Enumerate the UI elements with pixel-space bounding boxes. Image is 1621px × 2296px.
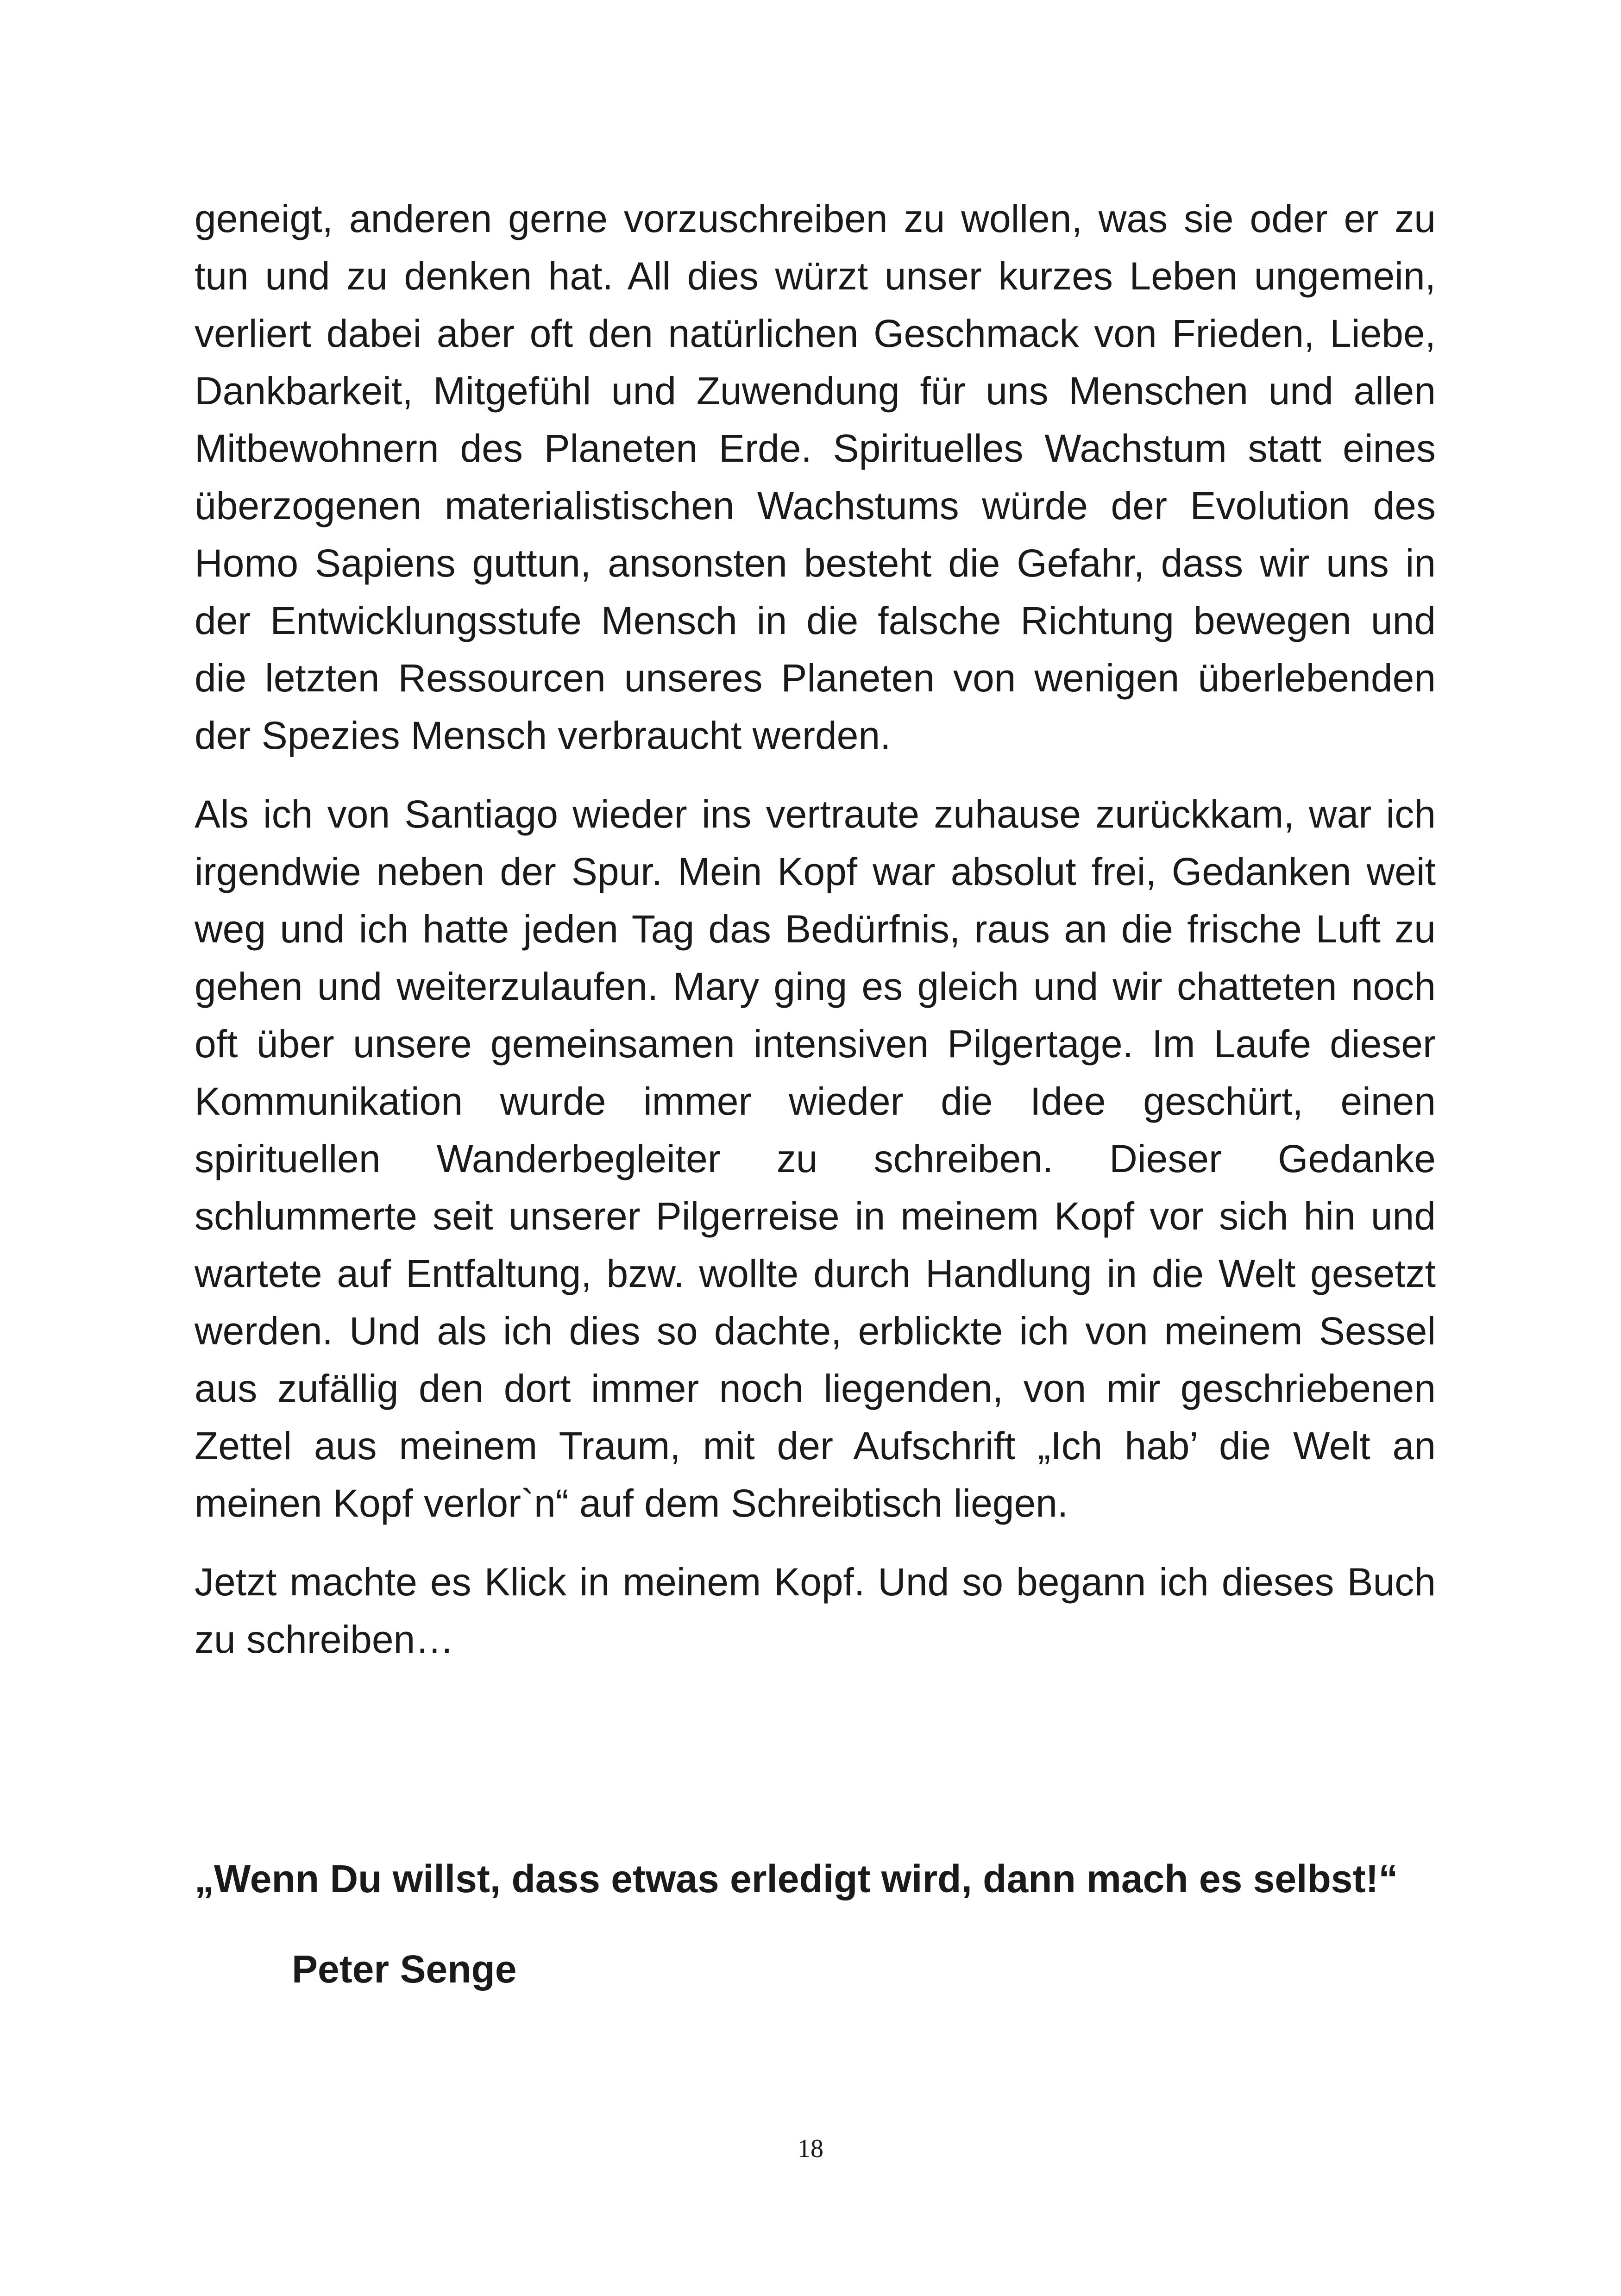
text-line: gehen und weiterzulaufen. Mary ging es gleich und wir chatteten noch xyxy=(195,965,1436,1008)
text-line: Dankbarkeit, Mitgefühl und Zuwendung für uns Menschen und allen xyxy=(195,369,1436,413)
text-line: aus zufällig den dort immer noch liegenden, von mir geschriebenen xyxy=(195,1367,1436,1410)
text-line: der Spezies Mensch verbraucht werden. xyxy=(195,714,891,757)
paragraph-2 xyxy=(195,785,1436,1532)
quote-text: „Wenn Du willst, dass etwas erledigt wird, dann mach es selbst!“ xyxy=(195,1857,1398,1901)
text-line: schlummerte seit unserer Pilgerreise in meinem Kopf vor sich hin und xyxy=(195,1194,1436,1238)
text-line: meinen Kopf verlor`n“ auf dem Schreibtisch liegen. xyxy=(195,1481,1068,1525)
text-line: verliert dabei aber oft den natürlichen Geschmack von Frieden, Liebe, xyxy=(195,312,1436,355)
text-line: werden. Und als ich dies so dachte, erblickte ich von meinem Sessel xyxy=(195,1309,1436,1353)
text-line: oft über unsere gemeinsamen intensiven Pilgertage. Im Laufe dieser xyxy=(195,1022,1436,1066)
text-line: der Entwicklungsstufe Mensch in die falsche Richtung bewegen und xyxy=(195,599,1436,642)
text-line: wartete auf Entfaltung, bzw. wollte durch Handlung in die Welt gesetzt xyxy=(195,1252,1436,1295)
text-line: die letzten Ressourcen unseres Planeten von wenigen überlebenden xyxy=(195,656,1436,700)
text-line: überzogenen materialistischen Wachstums würde der Evolution des xyxy=(195,484,1436,527)
text-line: weg und ich hatte jeden Tag das Bedürfnis, raus an die frische Luft zu xyxy=(195,907,1436,951)
text-line: Kommunikation wurde immer wieder die Idee geschürt, einen xyxy=(195,1079,1436,1123)
text-line: tun und zu denken hat. All dies würzt unser kurzes Leben ungemein, xyxy=(195,254,1436,298)
text-line: geneigt, anderen gerne vorzuschreiben zu wollen, was sie oder er zu xyxy=(195,197,1436,240)
text-line: Homo Sapiens guttun, ansonsten besteht die Gefahr, dass wir uns in xyxy=(195,541,1436,585)
paragraph-3 xyxy=(195,1553,1436,1668)
text-line: Als ich von Santiago wieder ins vertraute zuhause zurückkam, war ich xyxy=(195,792,1436,836)
quote-author: Peter Senge xyxy=(292,1947,517,1991)
text-line: spirituellen Wanderbegleiter zu schreiben. Dieser Gedanke xyxy=(195,1137,1436,1180)
text-line: zu schreiben… xyxy=(195,1618,454,1661)
text-line: Mitbewohnern des Planeten Erde. Spirituelles Wachstum statt eines xyxy=(195,427,1436,470)
text-line: irgendwie neben der Spur. Mein Kopf war absolut frei, Gedanken weit xyxy=(195,850,1436,893)
body-text xyxy=(195,190,1436,1689)
text-line: Zettel aus meinem Traum, mit der Aufschrift „Ich hab’ die Welt an xyxy=(195,1424,1436,1468)
text-line: Jetzt machte es Klick in meinem Kopf. Und so begann ich dieses Buch xyxy=(195,1560,1436,1604)
page-number: 18 xyxy=(798,2134,823,2163)
paragraph-1 xyxy=(195,190,1436,764)
